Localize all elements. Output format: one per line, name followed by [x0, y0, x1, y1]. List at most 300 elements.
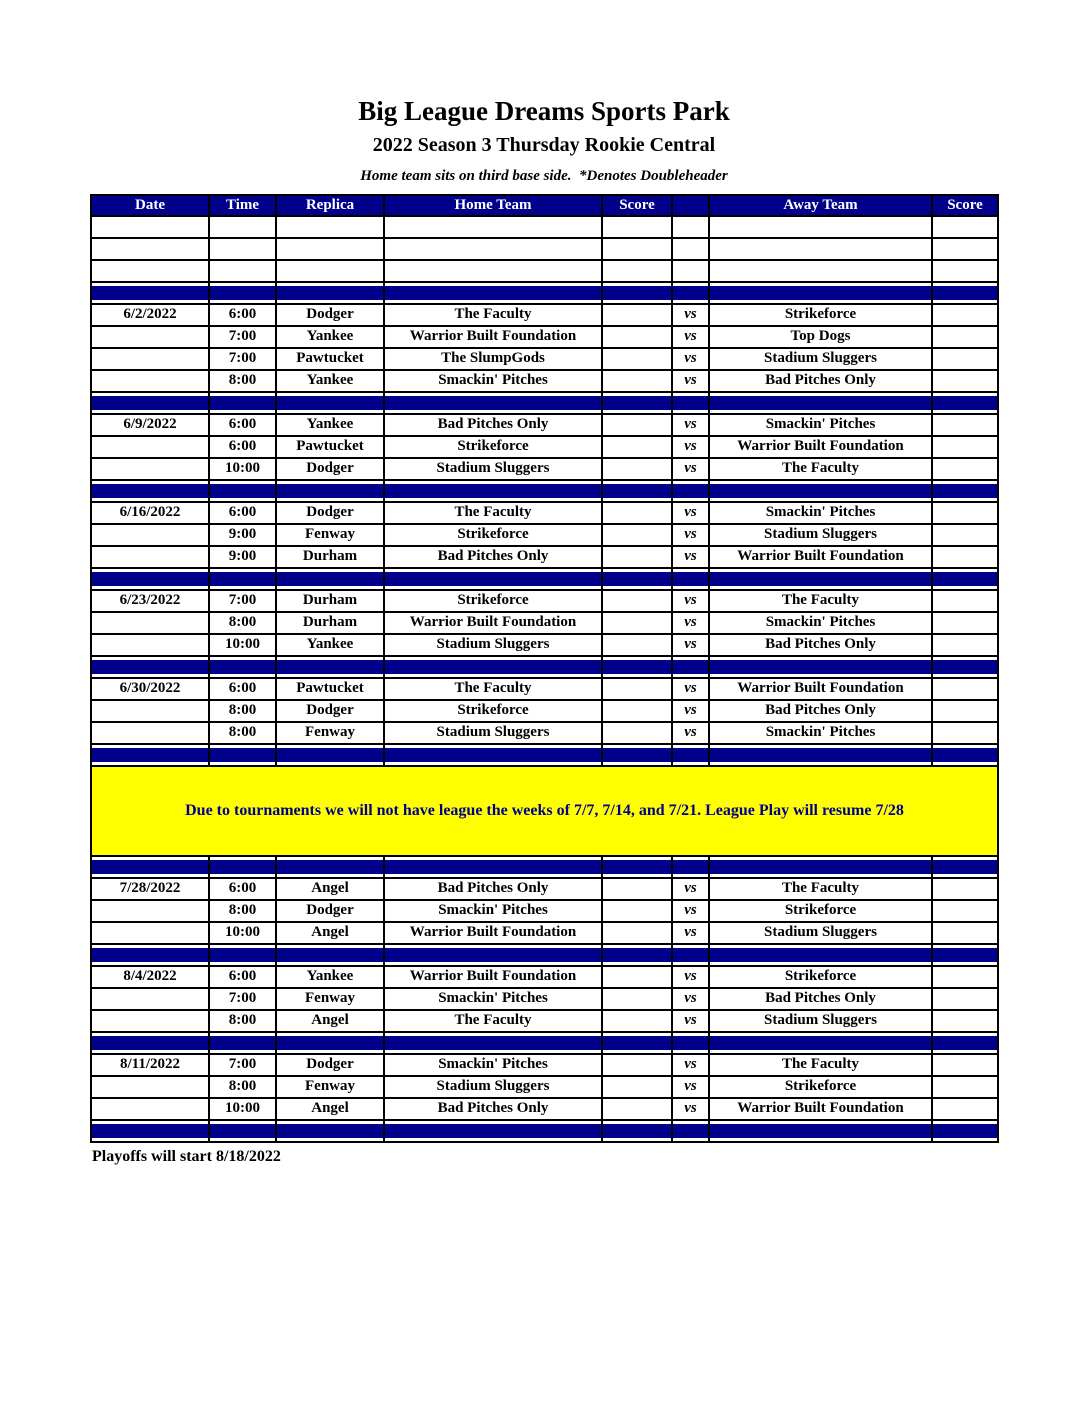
- cell-away-score: [932, 1098, 998, 1120]
- cell-replica: Angel: [276, 1098, 384, 1120]
- cell-away-score: [932, 590, 998, 612]
- cell-home-score: [602, 634, 672, 656]
- separator-cell: [932, 744, 998, 766]
- game-row: [91, 1076, 998, 1098]
- separator-cell: [709, 392, 932, 414]
- cell-vs: vs: [672, 502, 709, 524]
- cell-time: 6:00: [209, 304, 276, 326]
- cell-away-score: [932, 1010, 998, 1032]
- separator-cell: [709, 1032, 932, 1054]
- separator-cell: [91, 1120, 209, 1142]
- separator-cell: [384, 744, 602, 766]
- cell-home-score: [602, 326, 672, 348]
- separator-cell: [91, 744, 209, 766]
- cell-vs: vs: [672, 436, 709, 458]
- playoffs-note: Playoffs will start 8/18/2022: [92, 1147, 281, 1165]
- separator-cell: [932, 944, 998, 966]
- separator-cell: [602, 568, 672, 590]
- game-row: [91, 348, 998, 370]
- cell-vs: vs: [672, 590, 709, 612]
- cell-home-team: Stadium Sluggers: [384, 458, 602, 480]
- cell-away-team: Smackin' Pitches: [709, 722, 932, 744]
- separator-cell: [602, 744, 672, 766]
- game-row: [91, 634, 998, 656]
- cell-vs: vs: [672, 546, 709, 568]
- notice-row: [91, 766, 998, 856]
- separator-cell: [932, 392, 998, 414]
- schedule-table: [90, 194, 999, 1143]
- empty-cell: [709, 238, 932, 260]
- separator-row: [91, 1120, 998, 1142]
- separator-cell: [672, 944, 709, 966]
- cell-vs: vs: [672, 966, 709, 988]
- col-header-home-team: Home Team: [384, 195, 602, 216]
- separator-row: [91, 392, 998, 414]
- cell-home-score: [602, 966, 672, 988]
- separator-row: [91, 944, 998, 966]
- game-row: [91, 1010, 998, 1032]
- game-row: [91, 1098, 998, 1120]
- cell-vs: vs: [672, 370, 709, 392]
- cell-away-score: [932, 878, 998, 900]
- cell-away-score: [932, 966, 998, 988]
- separator-cell: [602, 1032, 672, 1054]
- cell-away-score: [932, 1076, 998, 1098]
- cell-time: 7:00: [209, 988, 276, 1010]
- cell-home-team: Smackin' Pitches: [384, 1054, 602, 1076]
- separator-cell: [209, 744, 276, 766]
- cell-home-team: Strikeforce: [384, 700, 602, 722]
- cell-home-team: Smackin' Pitches: [384, 988, 602, 1010]
- cell-home-score: [602, 700, 672, 722]
- separator-cell: [209, 568, 276, 590]
- cell-away-score: [932, 634, 998, 656]
- cell-vs: vs: [672, 612, 709, 634]
- cell-home-team: The Faculty: [384, 502, 602, 524]
- cell-time: 8:00: [209, 722, 276, 744]
- empty-cell: [932, 260, 998, 282]
- cell-away-team: The Faculty: [709, 590, 932, 612]
- game-row: [91, 326, 998, 348]
- separator-cell: [672, 1120, 709, 1142]
- title-block: [0, 0, 1088, 185]
- separator-cell: [209, 944, 276, 966]
- separator-cell: [276, 944, 384, 966]
- cell-date: 7/28/2022: [91, 878, 209, 900]
- separator-cell: [384, 568, 602, 590]
- separator-cell: [91, 944, 209, 966]
- cell-home-team: Warrior Built Foundation: [384, 326, 602, 348]
- cell-home-team: Strikeforce: [384, 590, 602, 612]
- cell-home-team: Stadium Sluggers: [384, 722, 602, 744]
- cell-home-score: [602, 922, 672, 944]
- cell-time: 7:00: [209, 348, 276, 370]
- separator-cell: [602, 944, 672, 966]
- separator-cell: [209, 1120, 276, 1142]
- cell-date: 8/11/2022: [91, 1054, 209, 1076]
- game-row: [91, 612, 998, 634]
- separator-cell: [91, 856, 209, 878]
- separator-row: [91, 856, 998, 878]
- separator-cell: [276, 856, 384, 878]
- separator-cell: [672, 856, 709, 878]
- col-header-time: Time: [209, 195, 276, 216]
- cell-vs: vs: [672, 524, 709, 546]
- separator-cell: [709, 282, 932, 304]
- cell-away-score: [932, 922, 998, 944]
- cell-away-team: Bad Pitches Only: [709, 370, 932, 392]
- separator-cell: [384, 392, 602, 414]
- game-row: [91, 900, 998, 922]
- cell-date: [91, 326, 209, 348]
- empty-cell: [709, 260, 932, 282]
- cell-home-score: [602, 590, 672, 612]
- separator-cell: [602, 1120, 672, 1142]
- game-row: [91, 878, 998, 900]
- cell-date: [91, 370, 209, 392]
- game-row: [91, 370, 998, 392]
- separator-cell: [209, 392, 276, 414]
- separator-cell: [709, 656, 932, 678]
- cell-away-score: [932, 436, 998, 458]
- separator-row: [91, 282, 998, 304]
- game-row: [91, 524, 998, 546]
- cell-home-score: [602, 1010, 672, 1032]
- separator-cell: [709, 944, 932, 966]
- page-subtitle: 2022 Season 3 Thursday Rookie Central: [372, 133, 716, 156]
- separator-cell: [384, 1120, 602, 1142]
- cell-time: 6:00: [209, 966, 276, 988]
- empty-cell: [672, 216, 709, 238]
- separator-cell: [209, 856, 276, 878]
- col-header-date: Date: [91, 195, 209, 216]
- separator-cell: [91, 480, 209, 502]
- game-row: [91, 458, 998, 480]
- game-row: [91, 1054, 998, 1076]
- separator-cell: [602, 480, 672, 502]
- cell-away-team: Top Dogs: [709, 326, 932, 348]
- empty-cell: [209, 238, 276, 260]
- game-row: [91, 722, 998, 744]
- cell-replica: Fenway: [276, 722, 384, 744]
- separator-cell: [384, 1032, 602, 1054]
- cell-home-team: Warrior Built Foundation: [384, 966, 602, 988]
- cell-away-team: Smackin' Pitches: [709, 502, 932, 524]
- separator-cell: [384, 856, 602, 878]
- empty-row: [91, 238, 998, 260]
- cell-away-score: [932, 458, 998, 480]
- cell-away-team: Warrior Built Foundation: [709, 546, 932, 568]
- cell-replica: Durham: [276, 546, 384, 568]
- cell-home-score: [602, 546, 672, 568]
- separator-cell: [709, 856, 932, 878]
- cell-away-team: Smackin' Pitches: [709, 612, 932, 634]
- cell-home-team: Smackin' Pitches: [384, 900, 602, 922]
- empty-cell: [932, 238, 998, 260]
- cell-date: [91, 436, 209, 458]
- separator-cell: [209, 656, 276, 678]
- home-team-note: Home team sits on third base side. *Denotes Doubleheader: [360, 167, 728, 184]
- cell-away-team: Strikeforce: [709, 900, 932, 922]
- cell-date: [91, 900, 209, 922]
- cell-vs: vs: [672, 1054, 709, 1076]
- separator-cell: [672, 744, 709, 766]
- game-row: [91, 678, 998, 700]
- cell-replica: Dodger: [276, 502, 384, 524]
- empty-cell: [672, 260, 709, 282]
- separator-cell: [276, 656, 384, 678]
- cell-replica: Dodger: [276, 458, 384, 480]
- separator-cell: [209, 1032, 276, 1054]
- cell-away-score: [932, 988, 998, 1010]
- cell-time: 9:00: [209, 524, 276, 546]
- cell-vs: vs: [672, 1098, 709, 1120]
- cell-home-score: [602, 722, 672, 744]
- cell-replica: Fenway: [276, 524, 384, 546]
- separator-cell: [384, 480, 602, 502]
- cell-away-score: [932, 524, 998, 546]
- cell-home-team: Stadium Sluggers: [384, 634, 602, 656]
- cell-time: 8:00: [209, 612, 276, 634]
- separator-cell: [602, 856, 672, 878]
- cell-home-team: The SlumpGods: [384, 348, 602, 370]
- separator-cell: [276, 392, 384, 414]
- empty-cell: [709, 216, 932, 238]
- cell-away-team: Stadium Sluggers: [709, 1010, 932, 1032]
- empty-cell: [276, 260, 384, 282]
- table-header-row: [91, 195, 998, 216]
- cell-replica: Yankee: [276, 370, 384, 392]
- cell-away-score: [932, 370, 998, 392]
- empty-cell: [602, 238, 672, 260]
- cell-time: 8:00: [209, 1010, 276, 1032]
- cell-home-team: Bad Pitches Only: [384, 1098, 602, 1120]
- cell-home-score: [602, 502, 672, 524]
- empty-row: [91, 260, 998, 282]
- cell-date: [91, 700, 209, 722]
- cell-replica: Dodger: [276, 900, 384, 922]
- cell-time: 6:00: [209, 678, 276, 700]
- empty-cell: [91, 238, 209, 260]
- cell-home-score: [602, 458, 672, 480]
- separator-row: [91, 744, 998, 766]
- cell-vs: vs: [672, 634, 709, 656]
- cell-time: 8:00: [209, 700, 276, 722]
- cell-date: [91, 612, 209, 634]
- cell-vs: vs: [672, 678, 709, 700]
- page-title: Big League Dreams Sports Park: [358, 96, 730, 126]
- cell-time: 7:00: [209, 1054, 276, 1076]
- empty-cell: [276, 216, 384, 238]
- cell-home-team: Smackin' Pitches: [384, 370, 602, 392]
- separator-cell: [932, 1032, 998, 1054]
- cell-home-score: [602, 1098, 672, 1120]
- cell-home-team: Strikeforce: [384, 436, 602, 458]
- cell-date: 6/9/2022: [91, 414, 209, 436]
- cell-away-team: The Faculty: [709, 1054, 932, 1076]
- cell-time: 6:00: [209, 436, 276, 458]
- separator-cell: [91, 1032, 209, 1054]
- game-row: [91, 304, 998, 326]
- separator-cell: [91, 568, 209, 590]
- cell-replica: Pawtucket: [276, 678, 384, 700]
- separator-cell: [91, 656, 209, 678]
- cell-replica: Dodger: [276, 304, 384, 326]
- cell-away-team: Bad Pitches Only: [709, 988, 932, 1010]
- empty-cell: [276, 238, 384, 260]
- separator-row: [91, 656, 998, 678]
- separator-cell: [91, 282, 209, 304]
- separator-cell: [602, 656, 672, 678]
- empty-cell: [602, 216, 672, 238]
- cell-home-score: [602, 678, 672, 700]
- cell-date: [91, 722, 209, 744]
- cell-date: [91, 988, 209, 1010]
- cell-away-team: Warrior Built Foundation: [709, 1098, 932, 1120]
- cell-vs: vs: [672, 326, 709, 348]
- cell-home-team: Bad Pitches Only: [384, 546, 602, 568]
- separator-cell: [276, 282, 384, 304]
- separator-cell: [672, 480, 709, 502]
- separator-cell: [932, 282, 998, 304]
- cell-replica: Pawtucket: [276, 348, 384, 370]
- cell-away-team: Strikeforce: [709, 304, 932, 326]
- separator-cell: [709, 1120, 932, 1142]
- cell-away-score: [932, 678, 998, 700]
- cell-vs: vs: [672, 1010, 709, 1032]
- cell-replica: Durham: [276, 612, 384, 634]
- cell-vs: vs: [672, 348, 709, 370]
- cell-time: 8:00: [209, 1076, 276, 1098]
- cell-away-score: [932, 722, 998, 744]
- cell-time: 9:00: [209, 546, 276, 568]
- cell-vs: vs: [672, 700, 709, 722]
- empty-cell: [91, 260, 209, 282]
- empty-cell: [602, 260, 672, 282]
- game-row: [91, 546, 998, 568]
- cell-replica: Dodger: [276, 700, 384, 722]
- cell-home-team: The Faculty: [384, 304, 602, 326]
- cell-vs: vs: [672, 1076, 709, 1098]
- cell-replica: Durham: [276, 590, 384, 612]
- cell-replica: Angel: [276, 922, 384, 944]
- separator-cell: [276, 480, 384, 502]
- col-header-away-score: Score: [932, 195, 998, 216]
- cell-home-team: Stadium Sluggers: [384, 1076, 602, 1098]
- cell-away-score: [932, 326, 998, 348]
- cell-date: [91, 1076, 209, 1098]
- cell-date: [91, 348, 209, 370]
- cell-date: 6/23/2022: [91, 590, 209, 612]
- cell-date: 6/16/2022: [91, 502, 209, 524]
- cell-time: 10:00: [209, 922, 276, 944]
- empty-cell: [209, 216, 276, 238]
- cell-home-score: [602, 612, 672, 634]
- game-row: [91, 414, 998, 436]
- cell-time: 7:00: [209, 326, 276, 348]
- cell-home-score: [602, 370, 672, 392]
- cell-home-score: [602, 1054, 672, 1076]
- cell-away-team: Strikeforce: [709, 1076, 932, 1098]
- cell-replica: Yankee: [276, 414, 384, 436]
- separator-cell: [384, 944, 602, 966]
- cell-home-team: Warrior Built Foundation: [384, 922, 602, 944]
- cell-time: 10:00: [209, 458, 276, 480]
- cell-time: 8:00: [209, 370, 276, 392]
- cell-time: 6:00: [209, 878, 276, 900]
- cell-away-team: Stadium Sluggers: [709, 922, 932, 944]
- cell-replica: Yankee: [276, 634, 384, 656]
- cell-replica: Fenway: [276, 988, 384, 1010]
- empty-cell: [384, 260, 602, 282]
- separator-cell: [384, 282, 602, 304]
- cell-home-score: [602, 348, 672, 370]
- cell-date: 6/2/2022: [91, 304, 209, 326]
- empty-cell: [209, 260, 276, 282]
- cell-date: [91, 524, 209, 546]
- separator-cell: [709, 480, 932, 502]
- game-row: [91, 922, 998, 944]
- separator-cell: [672, 568, 709, 590]
- separator-row: [91, 1032, 998, 1054]
- cell-away-team: The Faculty: [709, 458, 932, 480]
- cell-vs: vs: [672, 988, 709, 1010]
- cell-away-team: Stadium Sluggers: [709, 348, 932, 370]
- cell-home-score: [602, 878, 672, 900]
- cell-home-team: Warrior Built Foundation: [384, 612, 602, 634]
- separator-cell: [709, 744, 932, 766]
- cell-replica: Yankee: [276, 326, 384, 348]
- empty-cell: [384, 216, 602, 238]
- cell-away-score: [932, 900, 998, 922]
- cell-vs: vs: [672, 304, 709, 326]
- cell-away-score: [932, 304, 998, 326]
- cell-vs: vs: [672, 722, 709, 744]
- separator-cell: [932, 856, 998, 878]
- cell-vs: vs: [672, 900, 709, 922]
- cell-replica: Yankee: [276, 966, 384, 988]
- cell-away-team: Smackin' Pitches: [709, 414, 932, 436]
- cell-time: 10:00: [209, 634, 276, 656]
- cell-home-score: [602, 436, 672, 458]
- separator-cell: [672, 656, 709, 678]
- game-row: [91, 502, 998, 524]
- empty-cell: [384, 238, 602, 260]
- game-row: [91, 700, 998, 722]
- separator-cell: [602, 392, 672, 414]
- cell-date: 8/4/2022: [91, 966, 209, 988]
- cell-time: 6:00: [209, 502, 276, 524]
- cell-home-score: [602, 1076, 672, 1098]
- cell-date: [91, 922, 209, 944]
- tournament-notice: Due to tournaments we will not have league the weeks of 7/7, 7/14, and 7/21. League Play will resume 7/28: [91, 766, 998, 856]
- empty-cell: [672, 238, 709, 260]
- cell-home-team: Bad Pitches Only: [384, 414, 602, 436]
- col-header-away-team: Away Team: [709, 195, 932, 216]
- cell-date: [91, 458, 209, 480]
- cell-time: 10:00: [209, 1098, 276, 1120]
- separator-cell: [276, 1032, 384, 1054]
- separator-cell: [672, 1032, 709, 1054]
- col-header-home-score: Score: [602, 195, 672, 216]
- cell-home-team: Bad Pitches Only: [384, 878, 602, 900]
- separator-cell: [91, 392, 209, 414]
- cell-home-score: [602, 414, 672, 436]
- separator-cell: [209, 480, 276, 502]
- cell-away-score: [932, 546, 998, 568]
- cell-away-team: The Faculty: [709, 878, 932, 900]
- col-header-vs: [672, 195, 709, 216]
